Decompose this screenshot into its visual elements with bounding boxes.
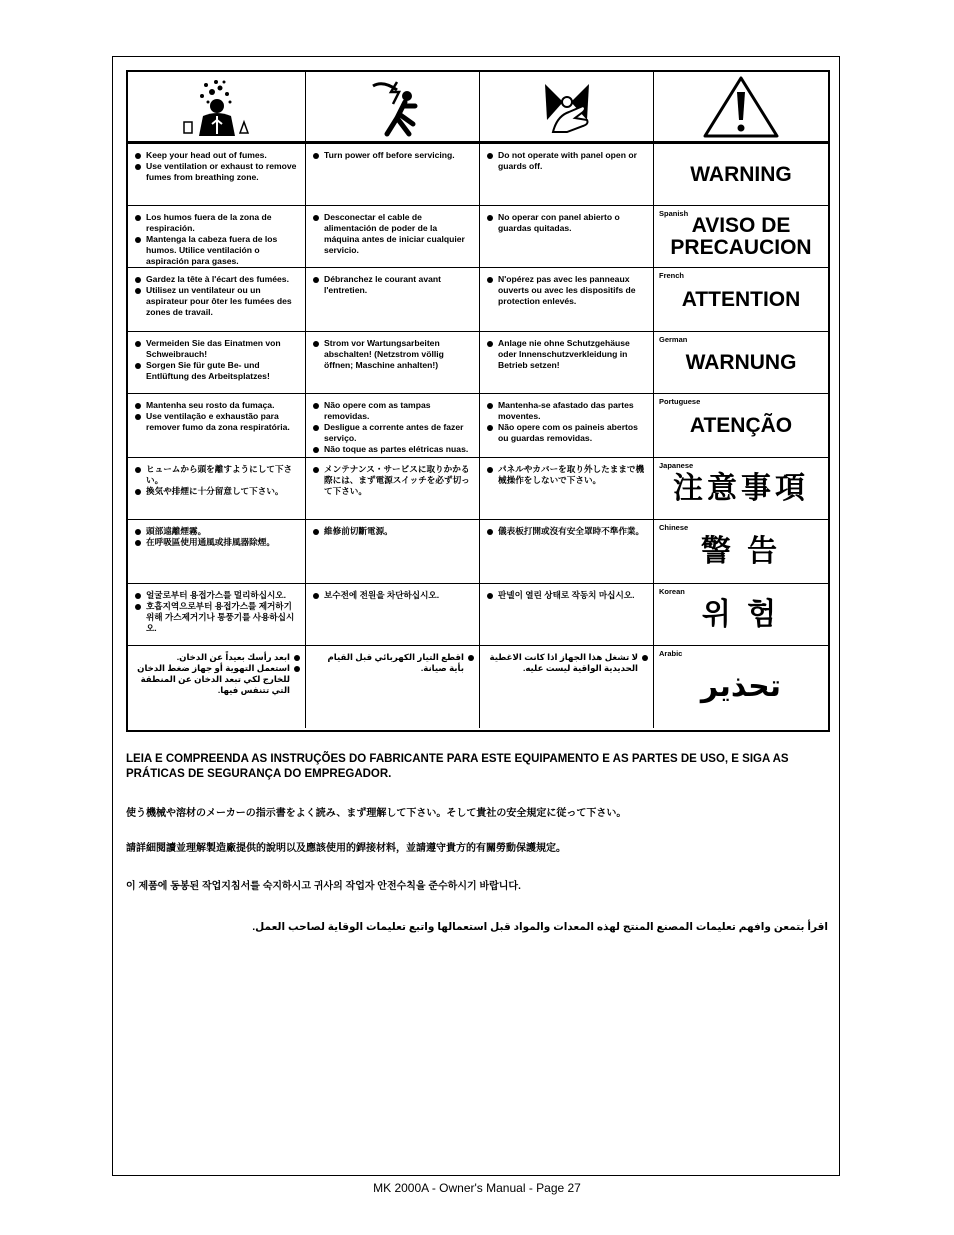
warning-item: استعمل التهوية أو جهاز ضغط الدخان للخارج لكي تبعد الدخان عن المنطقة التي تتنفس فيها. [134, 663, 300, 696]
warning-list [312, 526, 474, 537]
language-label: Japanese [659, 461, 694, 470]
warning-word-cell [654, 394, 828, 458]
warning-cell-shock [306, 144, 480, 206]
warning-list [486, 274, 648, 307]
language-label: Portuguese [659, 397, 701, 406]
warning-cell-parts [480, 520, 654, 584]
warning-list [312, 590, 474, 601]
warning-item: 儀表板打開或沒有安全罩時不準作業。 [486, 526, 648, 537]
statement-chinese: 請詳細閱讀並理解製造廠提供的說明以及應該使用的銲接材料，並請遵守貴方的有關勞動保護規定。 [126, 843, 566, 854]
warning-item: Não opere com as tampas removidas. [312, 400, 474, 422]
multilingual-warning-table [126, 70, 830, 732]
warning-word: 注意事項 [673, 471, 809, 505]
warning-cell-fumes [128, 458, 306, 520]
warning-word: AVISO DE PRECAUCION [670, 213, 812, 259]
warning-cell-fumes [128, 332, 306, 394]
warning-list [486, 338, 648, 371]
warning-cell-parts [480, 394, 654, 458]
warning-item: No operar con panel abierto o guardas quitadas. [486, 212, 648, 234]
warning-item: Não opere com os paineis abertos ou guardas removidas. [486, 422, 648, 444]
warning-cell-shock [306, 520, 480, 584]
warning-list [486, 526, 648, 537]
warning-item: 換気や排煙に十分留意して下さい。 [134, 486, 300, 497]
warning-list [312, 274, 474, 296]
warning-item: Desconectar el cable de alimentación de poder de la máquina antes de iniciar cualquier servicio. [312, 212, 474, 256]
warning-cell-shock [306, 206, 480, 268]
warning-item: Débranchez le courant avant l'entretien. [312, 274, 474, 296]
warning-list [134, 526, 300, 548]
warning-list [312, 212, 474, 256]
language-label: Arabic [659, 649, 683, 658]
warning-cell-fumes [128, 144, 306, 206]
warning-item: ابعد رأسك بعيداً عن الدخان. [134, 652, 300, 663]
warning-word-cell [654, 520, 828, 584]
page-footer: MK 2000A - Owner's Manual - Page 27 [373, 1181, 581, 1195]
warning-word: ATTENTION [681, 287, 801, 311]
warning-item: لا تشغل هذا الجهاز اذا كانت الاغطية الحديدية الواقية ليست عليه. [486, 652, 648, 674]
warning-list [134, 212, 300, 267]
warning-cell-parts [480, 332, 654, 394]
moving-parts-hand-icon [480, 72, 654, 144]
warning-list [312, 464, 474, 497]
warning-item: Sorgen Sie für gute Be- und Entlüftung des Arbeitsplatzes! [134, 360, 300, 382]
warning-list [312, 338, 474, 371]
warning-cell-shock [306, 268, 480, 332]
warning-cell-parts [480, 458, 654, 520]
warning-word: WARNING [690, 162, 792, 186]
statement-japanese: 使う機械や溶材のメーカーの指示書をよく読み、まず理解して下さい。そして貴社の安全規定に従って下さい。 [126, 808, 627, 819]
warning-item: 얼굴로부터 용접가스를 멀리하십시오. [134, 590, 300, 601]
electric-shock-icon [306, 72, 480, 144]
language-label: French [659, 271, 685, 280]
warning-item: 판넬이 열린 상태로 작동치 마십시오. [486, 590, 648, 601]
warning-cell-fumes [128, 520, 306, 584]
warning-word-cell [654, 584, 828, 646]
warning-list [134, 652, 300, 696]
warning-cell-fumes [128, 584, 306, 646]
warning-item: Utilisez un ventilateur ou un aspirateur pour ôter les fumées des zones de travail. [134, 285, 300, 318]
warning-word: ATENÇÃO [689, 413, 793, 437]
warning-item: Los humos fuera de la zona de respiración. [134, 212, 300, 234]
warning-word-cell [654, 332, 828, 394]
statement-korean: 이 제품에 동봉된 작업지침서를 숙지하시고 귀사의 작업자 안전수칙을 준수하시기 바랍니다. [126, 881, 521, 892]
language-label: German [659, 335, 688, 344]
warning-item: Mantenha-se afastado das partes moventes. [486, 400, 648, 422]
warning-item: Desligue a corrente antes de fazer serviço. [312, 422, 474, 444]
warning-list [134, 590, 300, 634]
warning-cell-parts [480, 144, 654, 206]
warning-list [134, 338, 300, 382]
warning-list [312, 400, 474, 455]
warning-item: Mantenha seu rosto da fumaça. [134, 400, 300, 411]
warning-word-cell [654, 144, 828, 206]
warning-list [134, 150, 300, 183]
statement-portuguese: LEIA E COMPREENDA AS INSTRUÇÕES DO FABRICANTE PARA ESTE EQUIPAMENTO E AS PARTES DE USO, E SIGA AS PRÁTICAS DE SEGURANÇA DO EMPREGADOR. [126, 753, 789, 780]
language-label: Korean [659, 587, 685, 596]
warning-item: اقطع التيار الكهربائي قبل القيام بأية صيانة. [312, 652, 474, 674]
warning-word-cell [654, 268, 828, 332]
warning-triangle-icon [654, 72, 828, 144]
warning-word: WARNUNG [685, 350, 797, 374]
warning-word-cell [654, 206, 828, 268]
warning-item: 在呼吸區使用通風或排風器除煙。 [134, 537, 300, 548]
language-label: Chinese [659, 523, 689, 532]
warning-cell-shock [306, 332, 480, 394]
warning-item: Turn power off before servicing. [312, 150, 474, 161]
warning-cell-shock [306, 646, 480, 728]
warning-item: Use ventilation or exhaust to remove fumes from breathing zone. [134, 161, 300, 183]
warning-list [134, 464, 300, 497]
warning-cell-shock [306, 394, 480, 458]
warning-word: تحذير [700, 670, 782, 703]
warning-cell-parts [480, 584, 654, 646]
warning-item: 維修前切斷電源。 [312, 526, 474, 537]
warning-list [486, 150, 648, 172]
warning-cell-shock [306, 458, 480, 520]
warning-item: Strom vor Wartungsarbeiten abschalten! (Netzstrom völlig öffnen; Maschine anhalten!) [312, 338, 474, 371]
warning-list [486, 400, 648, 444]
warning-item: 보수전에 전원을 차단하십시오. [312, 590, 474, 601]
warning-item: Vermeiden Sie das Einatmen von Schweibrauch! [134, 338, 300, 360]
warning-item: Keep your head out of fumes. [134, 150, 300, 161]
warning-item: Use ventilação e exhaustão para remover fumo da zona respiratória. [134, 411, 300, 433]
warning-cell-fumes [128, 646, 306, 728]
warning-item: N'opérez pas avec les panneaux ouverts ou avec les dispositifs de protection enlevés. [486, 274, 648, 307]
warning-list [312, 150, 474, 161]
warning-item: Do not operate with panel open or guards off. [486, 150, 648, 172]
warning-item: Anlage nie ohne Schutzgehäuse oder Innenschutzverkleidung in Betrieb setzen! [486, 338, 648, 371]
warning-cell-fumes [128, 206, 306, 268]
warning-word: 위 험 [701, 597, 781, 631]
fumes-person-icon [128, 72, 306, 144]
warning-cell-fumes [128, 394, 306, 458]
warning-item: Mantenga la cabeza fuera de los humos. Utilice ventilación o aspiración para gases. [134, 234, 300, 267]
warning-list [486, 464, 648, 486]
warning-list [134, 274, 300, 318]
warning-item: ヒュームから頭を離すようにして下さい。 [134, 464, 300, 486]
warning-item: 頭部遠離煙霧。 [134, 526, 300, 537]
language-label: Spanish [659, 209, 689, 218]
warning-list [486, 590, 648, 601]
warning-item: メンテナンス・サービスに取りかかる際には、まず電源スイッチを必ず切って下さい。 [312, 464, 474, 497]
warning-item: Não toque as partes elétricas nuas. [312, 444, 474, 455]
warning-cell-shock [306, 584, 480, 646]
warning-cell-parts [480, 268, 654, 332]
warning-list [312, 652, 474, 674]
warning-item: パネルやカバーを取り外したままで機械操作をしないで下さい。 [486, 464, 648, 486]
warning-item: Gardez la tête à l'écart des fumées. [134, 274, 300, 285]
warning-item: 호흡지역으로부터 용접가스를 제거하기 위해 가스제거기나 통풍기를 사용하십시오. [134, 601, 300, 634]
warning-cell-fumes [128, 268, 306, 332]
warning-word-cell [654, 458, 828, 520]
warning-cell-parts [480, 646, 654, 728]
warning-list [486, 652, 648, 674]
warning-list [134, 400, 300, 433]
warning-cell-parts [480, 206, 654, 268]
statement-arabic: اقرأ بتمعن وافهم تعليمات المصنع المنتج لهذه المعدات والمواد قبل استعمالها واتبع تعليمات الوقاية لصاحب العمل. [252, 921, 828, 933]
warning-word: 警 告 [700, 534, 782, 568]
warning-list [486, 212, 648, 234]
warning-word-cell [654, 646, 828, 728]
